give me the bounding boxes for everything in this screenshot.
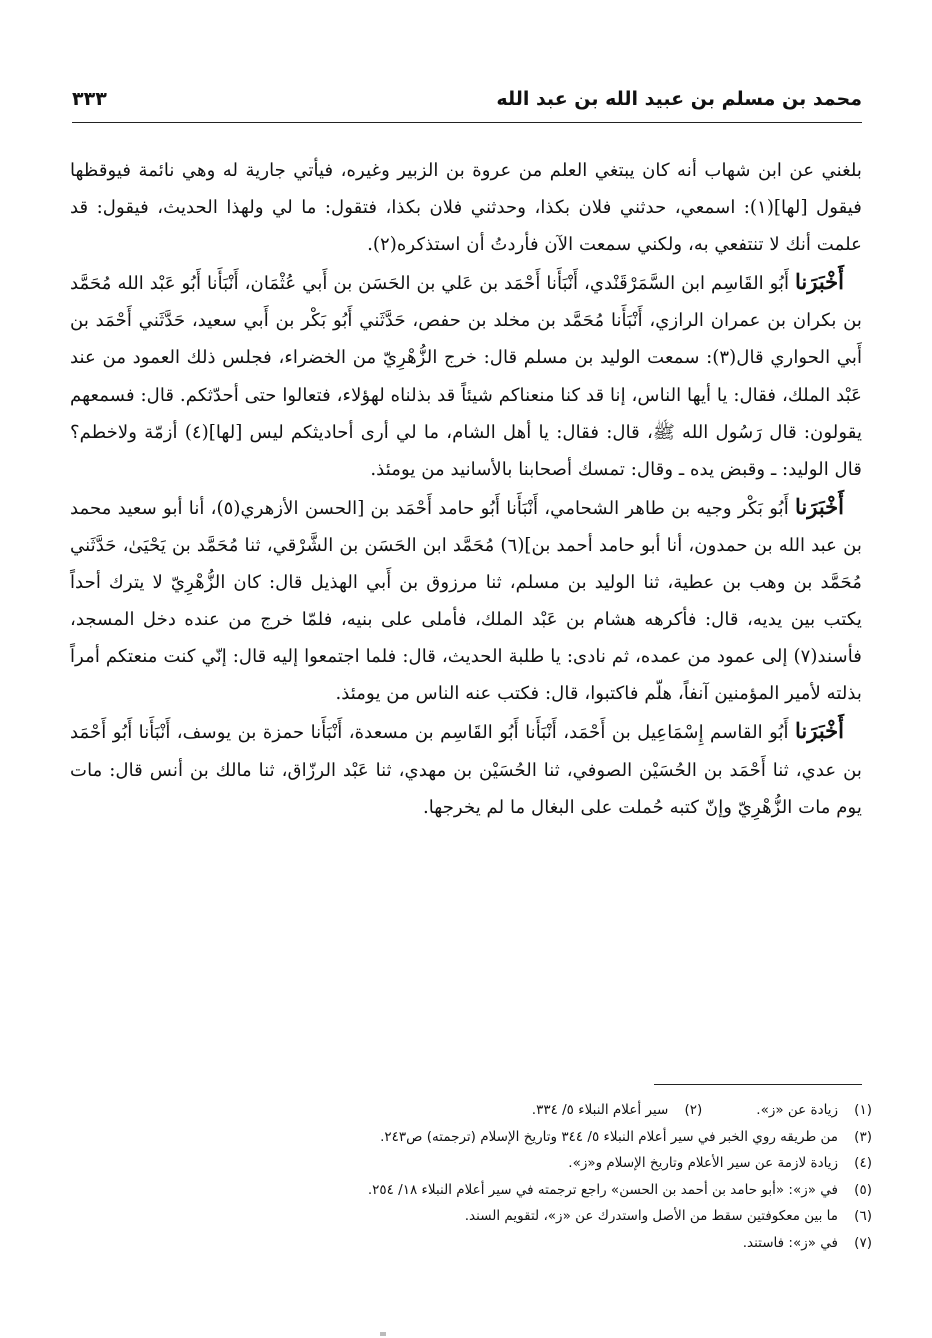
header-title: محمد بن مسلم بن عبيد الله بن عبد الله — [496, 88, 862, 110]
running-header — [72, 82, 862, 123]
footnote-text: في «ز»: «أبو حامد بن أحمد بن الحسن» راجع ترجمته في سير أعلام النبلاء ١٨/ ٢٥٤. — [367, 1181, 838, 1198]
footnote-text: في «ز»: فاستند. — [742, 1234, 838, 1251]
footnote-text: سير أعلام النبلاء ٥/ ٣٣٤. — [531, 1102, 669, 1118]
footnote-text: زيادة لازمة عن سير الأعلام وتاريخ الإسلام و«ز». — [568, 1155, 838, 1172]
paragraph-text: أَبُو القَاسِم ابن السَّمَرْقَنْدي، أَنْبَأَنا أَحْمَد بن عَلي بن الحَسَن بن أَبي عُثْمَان، أَنْبَأَنا أَبُو عَبْد الله مُحَمَّد بن بكران بن عمران الرازي، أَنْبَأَنا مُحَمَّد بن مخلد بن حفص، حَدَّثَني أَبُو بَكْر بن أَبي سعيد، حَدَّثَني أَحْمَد بن أَبي الحواري قال(٣): سمعت الوليد بن مسلم قال: خرج الزُّهْرِيّ من الخضراء، فجلس ذلك العمود من عند عَبْد الملك، فقال: يا أيها الناس، إنا قد كنا منعناكم شيئاً قد بذلناه لهؤلاء، فتعالوا حتى أحدّثكم. قال: فسمعهم يقولون: قال رَسُول الله ﷺ، قال: فقال: يا أهل الشام، ما لي أرى أحاديثكم ليس [لها](٤) أزمّة ولاخطم؟ قال الوليد: ـ وقبض يده ـ وقال: تمسك أصحابنا بالأسانيد من يومئذ. — [70, 273, 863, 480]
footnote-5 — [70, 1177, 872, 1204]
footnote-text: ما بين معكوفتين سقط من الأصل واستدرك عن «ز»، لتقويم السند. — [464, 1208, 838, 1225]
page-number: ٣٣٣ — [72, 88, 107, 110]
footnote-1-2 — [70, 1097, 872, 1124]
footnote-number: (٦) — [854, 1208, 872, 1225]
paragraph-4 — [70, 712, 862, 825]
footnote-number: (٤) — [854, 1155, 872, 1172]
paragraph-text: أَبُو بَكْر وجيه بن طاهر الشحامي، أَنْبَأَنا أَبُو حامد أَحْمَد بن [الحسن الأزهري(٥)، أنا أبو سعيد محمد بن عبد الله بن حمدون، أنا أبو حامد أحمد بن](٦) مُحَمَّد ابن الحَسَن بن الشَّرْقي، ثنا مُحَمَّد بن يَحْيَىٰ، حَدَّثَني مُحَمَّد بن وهب بن عطية، ثنا الوليد بن مسلم، ثنا مرزوق بن أَبي الهذيل قال: كان الزُّهْرِيّ لا يترك أحداً يكتب بين يديه، قال: فأكرهه هشام بن عَبْد الملك، فأملى على بنيه، فلمّا خرج من عنده دخل المسجد، فأسند(٧) إلى عمود من عمده، ثم نادى: يا طلبة الحديث، قال: فلما اجتمعوا إليه قال: إنّي كنت منعتكم أمراً بذلته لأمير المؤمنين آنفاً، هلّم فاكتبوا، قال: فكتب عنه الناس من يومئذ. — [70, 497, 862, 705]
footnote-divider — [654, 1084, 862, 1085]
footnote-3 — [70, 1124, 872, 1151]
footnotes — [70, 1097, 872, 1257]
footnote-text: من طريقه روي الخبر في سير أعلام النبلاء ٥/ ٣٤٤ وتاريخ الإسلام (ترجمته) ص٢٤٣. — [380, 1128, 838, 1145]
paragraph-3 — [70, 488, 862, 713]
footnote-4 — [70, 1150, 872, 1177]
footnote-6 — [70, 1203, 872, 1230]
paragraph-lead: أَخْبَرَنا — [795, 493, 844, 519]
paragraph-lead: أَخْبَرَنا — [795, 718, 844, 744]
main-text — [70, 152, 862, 826]
footnote-text: زيادة عن «ز». — [756, 1102, 838, 1118]
paragraph-2 — [70, 263, 862, 488]
paragraph-text: أَبُو القاسم إِسْمَاعِيل بن أَحْمَد، أَنْبَأَنا أَبُو القَاسِم بن مسعدة، أَنْبَأَنا حمزة بن يوسف، أَنْبَأَنا أَبُو أَحْمَد بن عدي، ثنا أَحْمَد بن الحُسَيْن الصوفي، ثنا الحُسَيْن بن مهدي، ثنا عَبْد الرزّاق، ثنا مالك بن أنس قال: مات يوم مات الزُّهْرِيّ وإنّ كتبه حُملت على البغال ما لم يخرجها. — [70, 722, 862, 818]
paragraph-lead: أَخْبَرَنا — [795, 269, 844, 295]
footnote-number: (١) — [854, 1102, 872, 1118]
scan-speck — [380, 1332, 386, 1336]
footnote-number: (٥) — [854, 1181, 872, 1198]
footnote-number: (٧) — [854, 1234, 872, 1251]
footnote-number: (٣) — [854, 1128, 872, 1145]
footnote-7 — [70, 1230, 872, 1257]
footnote-number: (٢) — [684, 1102, 703, 1118]
paragraph-1 — [70, 152, 862, 263]
paragraph-text: بلغني عن ابن شهاب أنه كان يبتغي العلم من عروة بن الزبير وغيره، فيأتي جارية له وهي نائمة فيوقظها فيقول [لها](١): اسمعي، حدثني فلان بكذا، وحدثني فلان بكذا، فتقول: ما لي ولهذا الحديث، فيقول: قد علمت أنك لا تنتفعي به، ولكني سمعت الآن فأردتُ أن استذكره(٢). — [70, 160, 862, 256]
